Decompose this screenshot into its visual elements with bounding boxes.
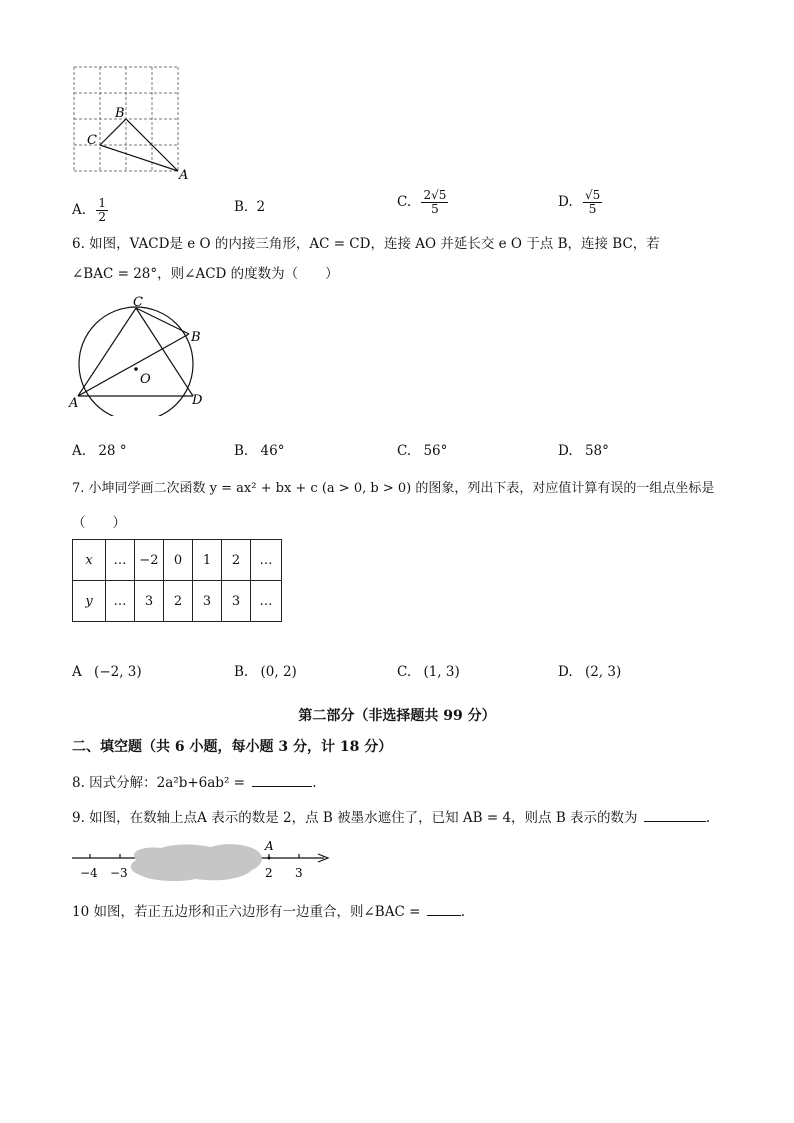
part2-title: 第二部分（非选择题共 99 分）: [298, 708, 496, 724]
option-text: 56°: [423, 443, 448, 459]
option-text: (−2, 3): [94, 664, 142, 680]
tick-label: −3: [110, 866, 128, 880]
option-letter: C.: [397, 194, 412, 210]
q7-option-b[interactable]: [234, 664, 297, 680]
q5-option-b[interactable]: [234, 199, 265, 215]
denominator: 5: [431, 202, 439, 216]
table-cell: 3: [193, 581, 222, 622]
label-a: A: [265, 839, 274, 853]
numerator: 1: [98, 196, 106, 210]
label-c: C: [133, 295, 143, 310]
q5-option-a[interactable]: [72, 197, 108, 224]
label-b: B: [191, 330, 201, 345]
option-letter: D.: [558, 443, 573, 459]
option-text: (0, 2): [260, 664, 297, 680]
option-letter: D.: [558, 194, 573, 210]
q10-stem: [72, 902, 465, 922]
label-d: D: [192, 393, 203, 408]
q5-option-c[interactable]: [397, 189, 448, 216]
q5-option-d[interactable]: [558, 189, 602, 216]
table-cell: 1: [193, 540, 222, 581]
denominator: 2: [98, 210, 106, 224]
inscribed-lines: [78, 308, 193, 396]
q6-stem-line1: 6. 如图，VACD是 e O 的内接三角形，AC = CD，连接 AO 并延长交 e O 于点 B，连接 BC，若: [72, 236, 660, 252]
label-b: B: [115, 106, 125, 121]
option-letter: A.: [72, 202, 87, 218]
numerator: 2√5: [423, 188, 447, 202]
tick-label: 3: [295, 866, 303, 880]
table-cell: …: [106, 581, 135, 622]
q6-option-c[interactable]: [397, 443, 447, 459]
denominator: 5: [588, 202, 597, 216]
option-letter: A.: [72, 443, 87, 459]
option-letter: A: [72, 664, 82, 680]
q10-end: .: [460, 904, 465, 920]
q5-grid-figure: [66, 62, 196, 182]
circle-o: [79, 307, 193, 416]
q8-end: .: [312, 775, 317, 791]
option-text: 2: [256, 199, 266, 215]
q9-text: 9. 如图，在数轴上点A 表示的数是 2，点 B 被墨水遮住了，已知 AB = 4，则点 B 表示的数为: [72, 810, 638, 826]
point-a: [268, 857, 271, 860]
option-text: 46°: [260, 443, 285, 459]
q7-stem-line2: （ ）: [72, 515, 126, 531]
answer-blank[interactable]: [644, 809, 706, 822]
table-cell: x: [73, 540, 106, 581]
table-cell: −2: [135, 540, 164, 581]
option-text: 58°: [584, 443, 609, 459]
table-row-y: [73, 581, 282, 622]
table-cell: 2: [222, 540, 251, 581]
q6-stem-line2: ∠BAC = 28°，则∠ACD 的度数为（ ）: [72, 266, 339, 282]
table-cell: y: [73, 581, 106, 622]
table-cell: 3: [135, 581, 164, 622]
table-cell: …: [106, 540, 135, 581]
fraction: [583, 189, 602, 216]
q9-number-line-figure: [66, 838, 336, 888]
center-dot: [134, 367, 138, 371]
q9-stem: [72, 808, 710, 828]
option-text: 28 °: [98, 443, 127, 459]
label-a: A: [69, 396, 79, 411]
answer-blank[interactable]: [252, 774, 312, 787]
q8-text: 8. 因式分解：2a²b+6ab² =: [72, 775, 245, 791]
answer-blank[interactable]: [427, 903, 461, 916]
option-text: (1, 3): [423, 664, 460, 680]
q7-stem-line1: 7. 小坤同学画二次函数 y = ax² + bx + c (a > 0, b > 0) 的图象，列出下表，对应值计算有误的一组点坐标是: [72, 481, 715, 496]
option-letter: D.: [558, 664, 573, 680]
fraction: [421, 189, 448, 216]
q9-end: .: [705, 810, 711, 826]
table-cell: 3: [222, 581, 251, 622]
q6-option-a[interactable]: [72, 443, 127, 459]
table-cell: 0: [164, 540, 193, 581]
table-cell: …: [251, 581, 282, 622]
q6-option-d[interactable]: [558, 443, 609, 459]
q8-stem: [72, 773, 317, 793]
table-row-x: [73, 540, 282, 581]
table-cell: 2: [164, 581, 193, 622]
option-letter: C.: [397, 664, 412, 680]
label-c: C: [87, 133, 97, 148]
q7-option-c[interactable]: [397, 664, 460, 680]
ink-blot: [131, 844, 262, 881]
option-letter: B.: [234, 443, 249, 459]
option-letter: B.: [234, 199, 249, 215]
q7-value-table: [72, 539, 282, 622]
q6-circle-figure: [66, 294, 216, 416]
q10-text: 10 如图，若正五边形和正六边形有一边重合，则∠BAC =: [72, 904, 421, 920]
q7-option-a[interactable]: [72, 664, 142, 680]
q7-option-d[interactable]: [558, 664, 621, 680]
tick-label: 2: [265, 866, 273, 880]
table-cell: …: [251, 540, 282, 581]
fraction: [96, 197, 108, 224]
option-letter: B.: [234, 664, 249, 680]
tick-label: −4: [80, 866, 98, 880]
option-text: (2, 3): [584, 664, 622, 680]
section2-title: 二、填空题（共 6 小题，每小题 3 分，计 18 分）: [72, 739, 393, 755]
q6-option-b[interactable]: [234, 443, 284, 459]
label-a: A: [179, 168, 189, 182]
option-letter: C.: [397, 443, 412, 459]
label-o: O: [140, 372, 151, 387]
numerator: √5: [584, 188, 601, 202]
